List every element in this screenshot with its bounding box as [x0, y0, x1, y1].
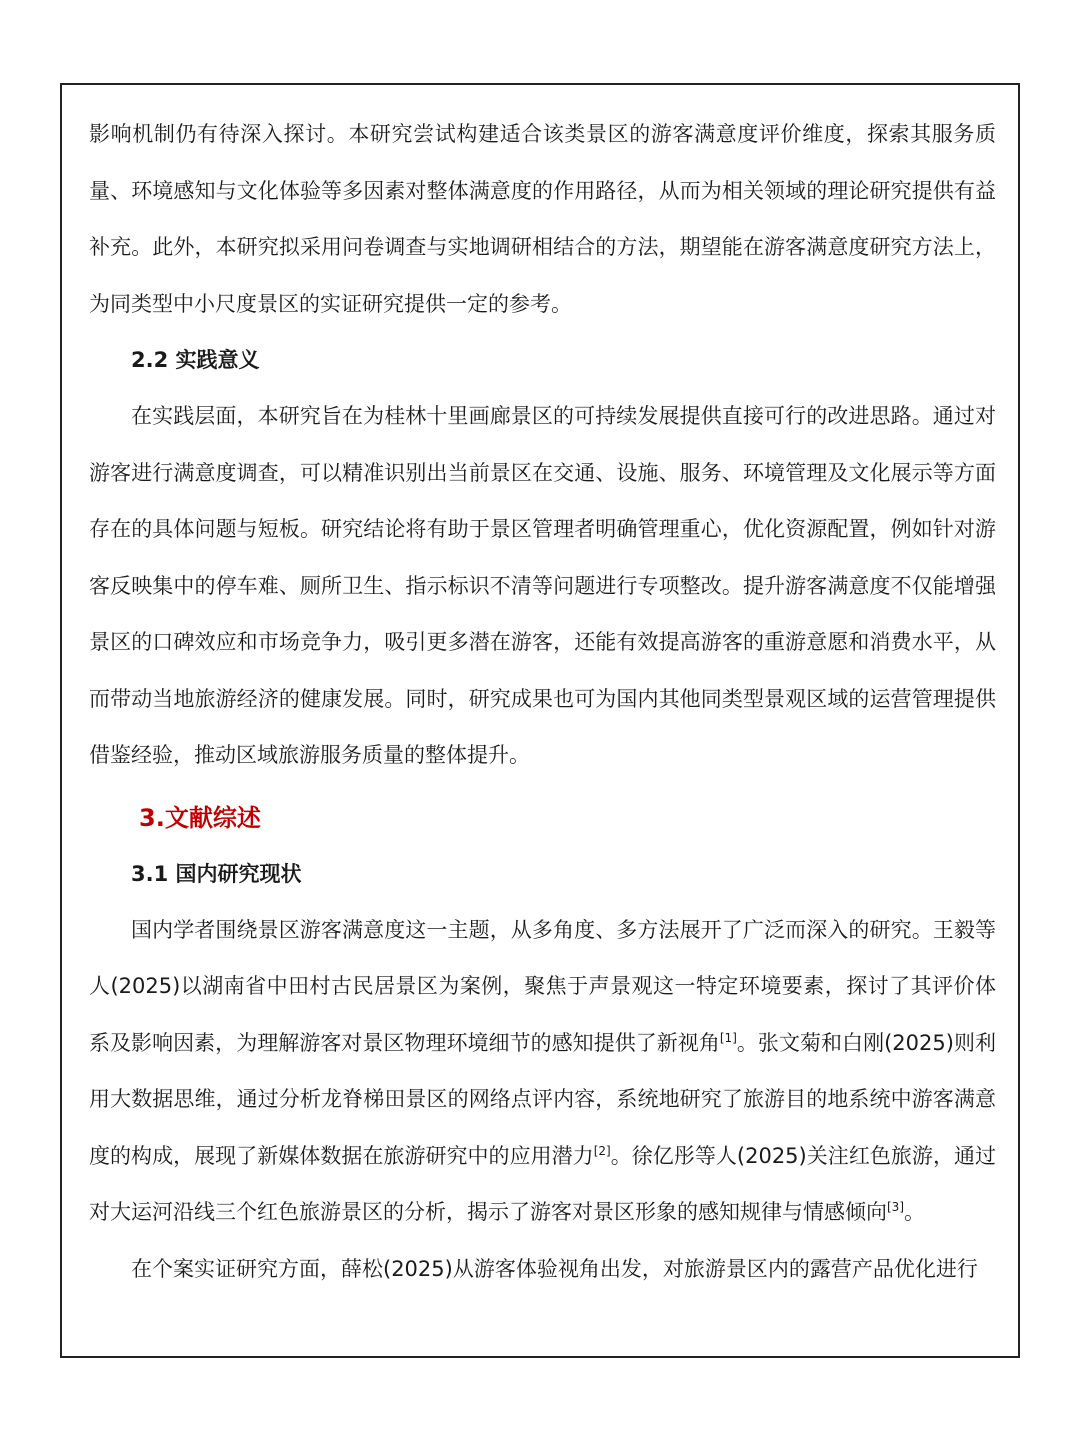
subheading-domestic-research: 3.1 国内研究现状	[131, 861, 302, 886]
section-heading-literature-review: 3.文献综述	[139, 803, 261, 832]
subheading-practical-significance: 2.2 实践意义	[131, 348, 260, 372]
paragraph-domestic-research	[89, 902, 996, 1241]
citation-1: [1]	[719, 1030, 737, 1045]
text-segment: 。张文菊和白刚(2025)则利用大数据思维，通过分析龙脊梯田景区的网络点评内容，系统地研究了旅游目的地系统中游客满意度的构成，展现了新媒体数据在旅游研究中的应用潜力	[89, 1030, 996, 1168]
document-body	[89, 85, 996, 1297]
page-frame	[60, 83, 1020, 1358]
text-segment: 。徐亿彤等人(2025)关注红色旅游，通过对大运河沿线三个红色旅游景区的分析，揭示了游客对景区形象的感知规律与情感倾向	[89, 1143, 996, 1224]
citation-3: [3]	[887, 1200, 904, 1214]
paragraph-theoretical-significance-continued: 影响机制仍有待深入探讨。本研究尝试构建适合该类景区的游客满意度评价维度，探索其服务质量、环境感知与文化体验等多因素对整体满意度的作用路径，从而为相关领域的理论研究提供有益补充。此外，本研究拟采用问卷调查与实地调研相结合的方法，期望能在游客满意度研究方法上，为同类型中小尺度景区的实证研究提供一定的参考。	[89, 122, 996, 316]
paragraph-case-studies: 在个案实证研究方面，薛松(2025)从游客体验视角出发，对旅游景区内的露营产品优化进行	[131, 1256, 978, 1281]
text-segment: 。	[904, 1200, 925, 1224]
text-segment: 国内学者围绕景区游客满意度这一主题，从多角度、多方法展开了广泛而深入的研究。王毅等人(2025)以湖南省中田村古民居景区为案例，聚焦于声景观这一特定环境要素，探讨了其评价体系及影响因素，为理解游客对景区物理环境细节的感知提供了新视角	[89, 917, 996, 1055]
citation-2: [2]	[593, 1143, 611, 1158]
paragraph-practical-significance: 在实践层面，本研究旨在为桂林十里画廊景区的可持续发展提供直接可行的改进思路。通过对游客进行满意度调查，可以精准识别出当前景区在交通、设施、服务、环境管理及文化展示等方面存在的具体问题与短板。研究结论将有助于景区管理者明确管理重心，优化资源配置，例如针对游客反映集中的停车难、厕所卫生、指示标识不清等问题进行专项整改。提升游客满意度不仅能增强景区的口碑效应和市场竞争力，吸引更多潜在游客，还能有效提高游客的重游意愿和消费水平，从而带动当地旅游经济的健康发展。同时，研究成果也可为国内其他同类型景观区域的运营管理提供借鉴经验，推动区域旅游服务质量的整体提升。	[89, 404, 996, 767]
